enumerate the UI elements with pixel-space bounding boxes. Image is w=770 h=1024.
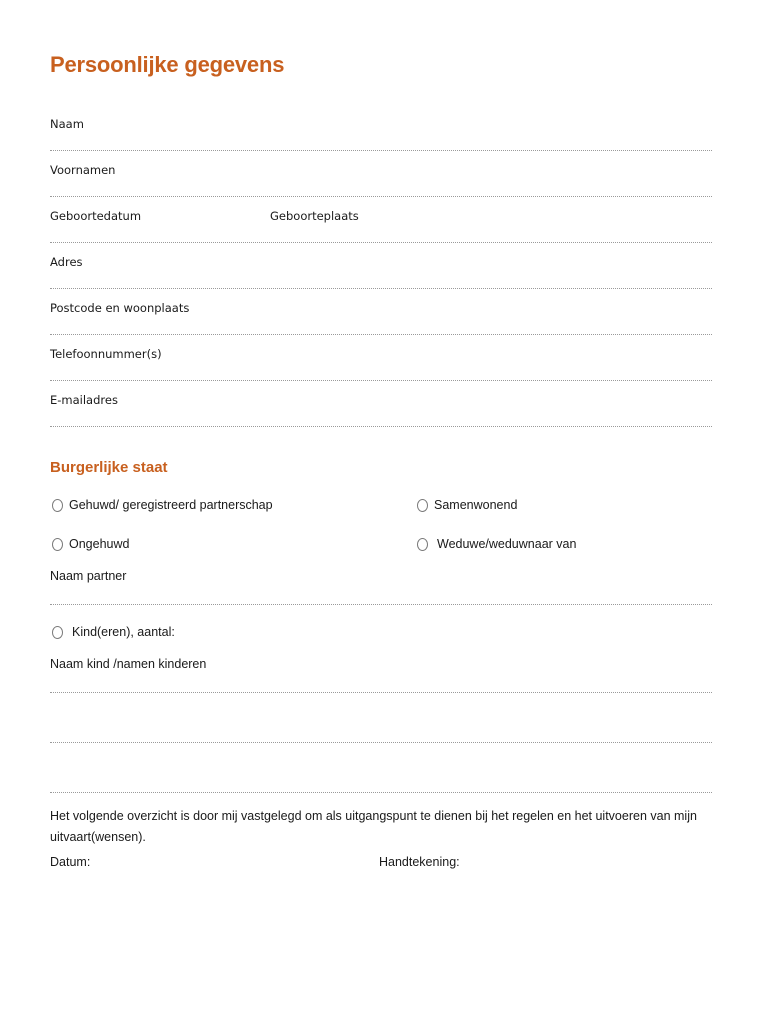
section-title-burgerlijke-staat: Burgerlijke staat — [50, 459, 168, 476]
naam-kinderen-label: Naam kind /namen kinderen — [50, 657, 207, 671]
telefoon-label: Telefoonnummer(s) — [50, 347, 162, 361]
naam-kinderen-field-3[interactable] — [50, 792, 712, 793]
radio-circle-icon[interactable] — [417, 499, 428, 512]
telefoon-field[interactable] — [50, 380, 712, 381]
radio-ongehuwd[interactable] — [52, 537, 129, 551]
page-title: Persoonlijke gegevens — [50, 52, 285, 77]
voornamen-label: Voornamen — [50, 163, 116, 177]
statement-text: Het volgende overzicht is door mij vastgelegd om als uitgangspunt te dienen bij het regelen en het uitvoeren van mijn uitvaart(wensen). — [50, 809, 697, 844]
radio-samenwonend[interactable] — [417, 498, 517, 512]
radio-kinderen-label: Kind(eren), aantal: — [72, 625, 175, 639]
naam-partner-label: Naam partner — [50, 569, 127, 583]
radio-circle-icon[interactable] — [52, 626, 63, 639]
email-label: E-mailadres — [50, 393, 118, 407]
adres-label: Adres — [50, 255, 83, 269]
naam-kinderen-field-1[interactable] — [50, 692, 712, 693]
email-field[interactable] — [50, 426, 712, 427]
naam-field[interactable] — [50, 150, 712, 151]
naam-partner-field[interactable] — [50, 604, 712, 605]
radio-circle-icon[interactable] — [52, 538, 63, 551]
naam-kinderen-field-2[interactable] — [50, 742, 712, 743]
radio-gehuwd[interactable] — [52, 498, 273, 512]
postcode-field[interactable] — [50, 334, 712, 335]
radio-circle-icon[interactable] — [417, 538, 428, 551]
naam-label: Naam — [50, 117, 84, 131]
radio-weduwe[interactable] — [417, 537, 576, 551]
handtekening-label: Handtekening: — [379, 855, 460, 869]
adres-field[interactable] — [50, 288, 712, 289]
radio-weduwe-label: Weduwe/weduwnaar van — [437, 537, 577, 551]
datum-label: Datum: — [50, 855, 91, 869]
postcode-label: Postcode en woonplaats — [50, 301, 190, 315]
geboorteplaats-label: Geboorteplaats — [270, 209, 359, 223]
radio-gehuwd-label: Gehuwd/ geregistreerd partnerschap — [69, 498, 273, 512]
geboorte-field[interactable] — [50, 242, 712, 243]
radio-samenwonend-label: Samenwonend — [434, 498, 518, 512]
radio-circle-icon[interactable] — [52, 499, 63, 512]
voornamen-field[interactable] — [50, 196, 712, 197]
geboortedatum-label: Geboortedatum — [50, 209, 142, 223]
radio-ongehuwd-label: Ongehuwd — [69, 537, 130, 551]
radio-kinderen[interactable] — [52, 625, 175, 639]
